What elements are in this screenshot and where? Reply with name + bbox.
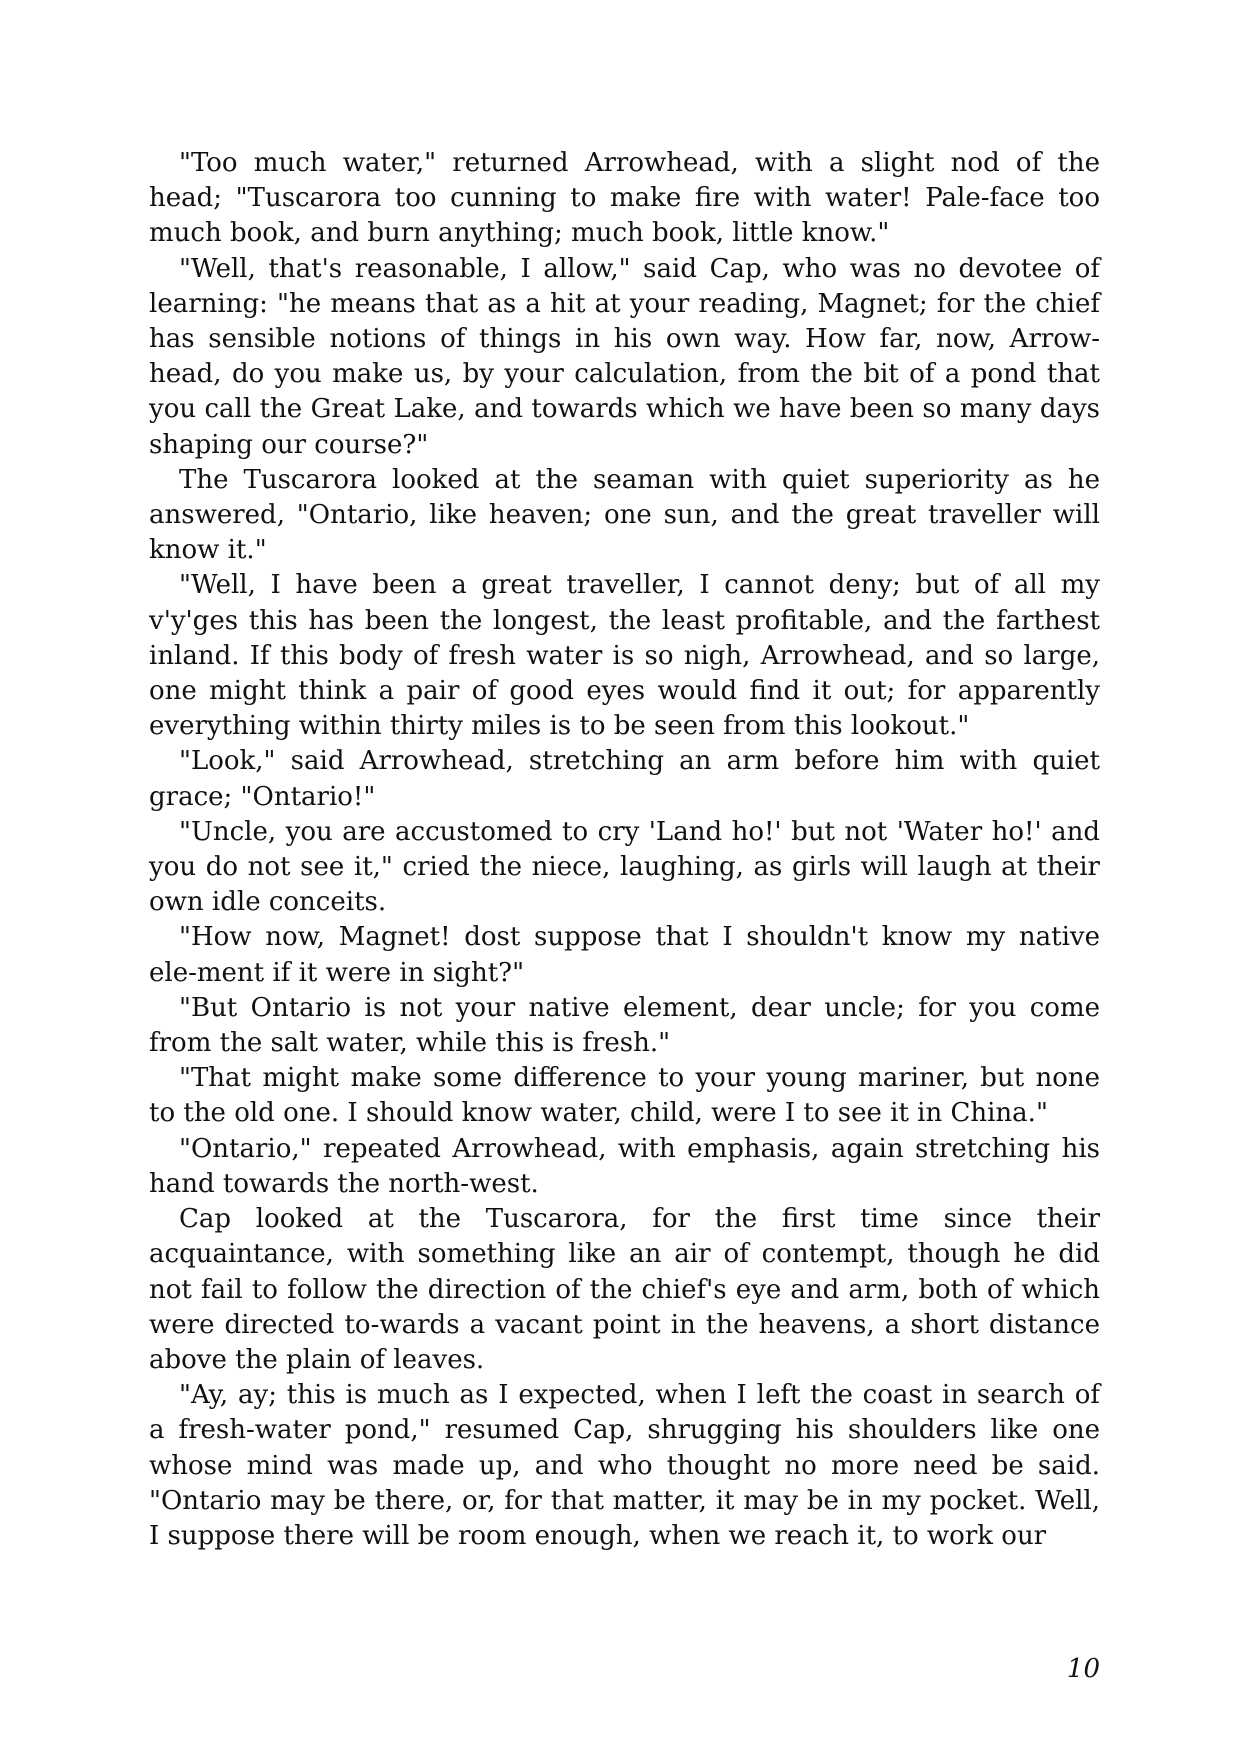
paragraph-12: "Ay, ay; this is much as I expected, when I left the coast in search of a fresh-water pond," resumed Cap, shrugging his shoulders like one whose mind was made up, and who thought no more need be said. "Ontario may be there, or, for that matter, it may be in my pocket. Well, I suppose there will be room enough, when we reach it, to work our [149, 1380, 1100, 1551]
paragraph-1: "Too much water," returned Arrowhead, with a slight nod of the head; "Tuscarora too cunning to make fire with water! Pale-face too much book, and burn anything; much book, little know." [149, 148, 1100, 249]
body-text [149, 146, 1100, 1554]
paragraph-5: "Look," said Arrowhead, stretching an arm before him with quiet grace; "Ontario!" [149, 746, 1100, 812]
paragraph-10: "Ontario," repeated Arrowhead, with emphasis, again stretching his hand towards the north-west. [149, 1133, 1100, 1199]
paragraph-9: "That might make some difference to your young mariner, but none to the old one. I should know water, child, were I to see it in China." [149, 1063, 1100, 1129]
paragraph-2: "Well, that's reasonable, I allow," said Cap, who was no devotee of learning: "he means that as a hit at your reading, Magnet; for the chief has sensible notions of things in his own way. How far, now, Arrow-head, do you make us, by your calculation, from the bit of a pond that you call the Great Lake, and towards which we have been so many days shaping our course?" [149, 253, 1100, 460]
paragraph-4: "Well, I have been a great traveller, I cannot deny; but of all my v'y'ges this has been the longest, the least profitable, and the farthest inland. If this body of fresh water is so nigh, Arrowhead, and so large, one might think a pair of good eyes would find it out; for apparently everything within thirty miles is to be seen from this lookout." [149, 570, 1100, 742]
page-number: 10 [1066, 1654, 1100, 1684]
paragraph-7: "How now, Magnet! dost suppose that I shouldn't know my native ele-ment if it were in sight?" [149, 922, 1100, 988]
paragraph-11: Cap looked at the Tuscarora, for the first time since their acquaintance, with something like an air of contempt, though he did not fail to follow the direction of the chief's eye and arm, both of which were directed to-wards a vacant point in the heavens, a short distance above the plain of leaves. [149, 1204, 1100, 1375]
paragraph-3: The Tuscarora looked at the seaman with quiet superiority as he answered, "Ontario, like heaven; one sun, and the great traveller will know it." [149, 464, 1100, 566]
paragraph-8: "But Ontario is not your native element, dear uncle; for you come from the salt water, while this is fresh." [149, 992, 1100, 1059]
paragraph-6: "Uncle, you are accustomed to cry 'Land ho!' but not 'Water ho!' and you do not see it," cried the niece, laughing, as girls will laugh at their own idle conceits. [149, 816, 1100, 918]
